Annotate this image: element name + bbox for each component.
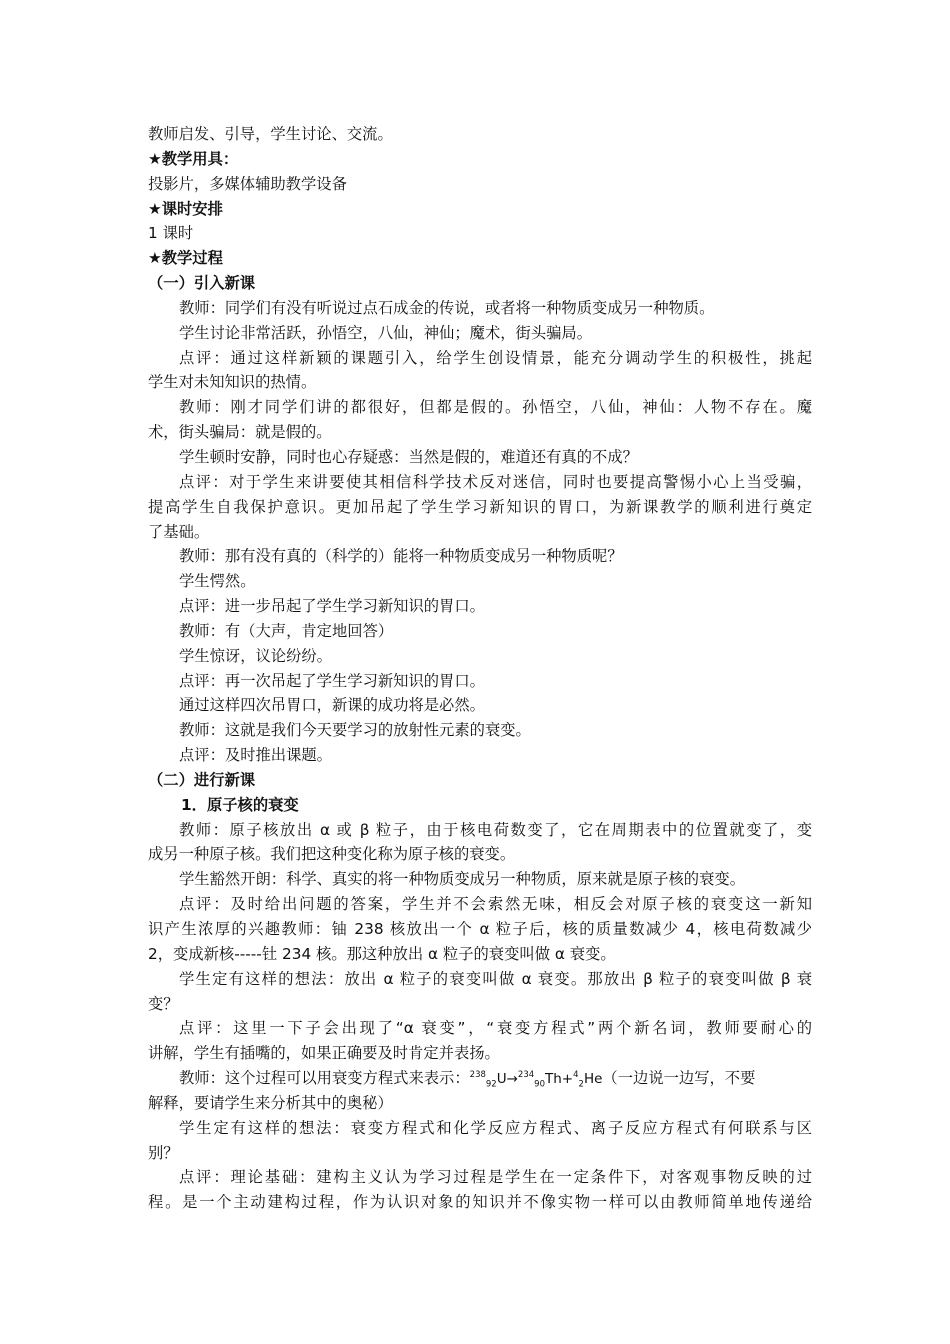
plus-sign: + xyxy=(561,1071,574,1088)
text-line: 点评：及时给出问题的答案，学生并不会索然无味，相反会对原子核的衰变这一新知 xyxy=(179,895,812,914)
text-line: 变？ xyxy=(148,994,179,1013)
text-line: 解释，要请学生来分析其中的奥秘） xyxy=(148,1093,393,1112)
text-line: 识产生浓厚的兴趣教师：铀 238 核放出一个 α 粒子后，核的质量数减少 4，核电荷数减少 xyxy=(148,920,812,938)
text-line: 讲解，学生有插嘴的，如果正确要及时肯定并表扬。 xyxy=(148,1044,500,1063)
document-page xyxy=(148,122,812,1215)
text-line: 学生豁然开朗：科学、真实的将一种物质变成另一种物质，原来就是原子核的衰变。 xyxy=(179,870,745,889)
mass-number: 238 xyxy=(469,1069,486,1080)
text-line: 点评：进一步吊起了学生学习新知识的胃口。 xyxy=(179,597,485,616)
text-segment: 教师：这个过程可以用衰变方程式来表示： xyxy=(179,1069,470,1088)
element-symbol: Th xyxy=(544,1071,562,1088)
text-line: 术，街头骗局：就是假的。 xyxy=(148,423,332,442)
text-line: 提高学生自我保护意识。更加吊起了学生学习新知识的胃口，为新课教学的顺利进行奠定 xyxy=(148,497,812,516)
text-line: 点评：及时推出课题。 xyxy=(179,746,332,765)
subsection-heading: （一）引入新课 xyxy=(148,274,256,293)
atomic-number: 92 xyxy=(485,1079,497,1090)
section-heading: ★教学过程 xyxy=(148,249,223,268)
element-symbol: He xyxy=(583,1071,603,1088)
text-line: 通过这样四次吊胃口，新课的成功将是必然。 xyxy=(179,696,485,715)
text-line: 教师：那有没有真的（科学的）能将一种物质变成另一种物质呢？ xyxy=(179,547,623,566)
text-line: 点评：理论基础：建构主义认为学习过程是学生在一定条件下，对客观事物反映的过 xyxy=(179,1168,812,1187)
text-line: 投影片，多媒体辅助教学设备 xyxy=(148,174,347,193)
text-line: 学生定有这样的想法：衰变方程式和化学反应方程式、离子反应方程式有何联系与区 xyxy=(179,1118,812,1137)
text-line: 点评：再一次吊起了学生学习新知识的胃口。 xyxy=(179,671,485,690)
section-heading: ★课时安排 xyxy=(148,199,223,218)
text-line: 学生愕然。 xyxy=(179,572,256,591)
text-segment: （一边说一边写，不要 xyxy=(602,1069,756,1088)
text-line: 2，变成新核-----钍 234 核。那这种放出 α 粒子的衰变叫做 α 衰变。 xyxy=(148,944,616,963)
atomic-number: 2 xyxy=(578,1079,584,1090)
text-line: 程。是一个主动建构过程，作为认识对象的知识并不像实物一样可以由教师简单地传递给 xyxy=(148,1193,812,1212)
text-line: 别？ xyxy=(148,1143,179,1162)
subsection-heading: 1．原子核的衰变 xyxy=(181,795,299,814)
text-line: 学生惊讶，议论纷纷。 xyxy=(179,646,332,665)
mass-number: 234 xyxy=(517,1069,535,1080)
text-line: 点评：通过这样新颖的课题引入，给学生创设情景，能充分调动学生的积极性，挑起 xyxy=(179,348,812,367)
arrow: → xyxy=(506,1071,518,1088)
text-line: 教师：有（大声，肯定地回答） xyxy=(179,621,394,640)
element-symbol: U xyxy=(496,1071,507,1088)
text-line: 教师：这就是我们今天要学习的放射性元素的衰变。 xyxy=(179,721,531,740)
text-line: 了基础。 xyxy=(148,522,210,541)
text-line: 学生讨论非常活跃，孙悟空，八仙，神仙；魔术，街头骗局。 xyxy=(179,323,593,342)
text-line: 教师：同学们有没有听说过点石成金的传说，或者将一种物质变成另一种物质。 xyxy=(179,298,715,317)
text-line: 点评：对于学生来讲要使其相信科学技术反对迷信，同时也要提高警惕小心上当受骗， xyxy=(179,472,812,491)
text-line: 1 课时 xyxy=(148,224,194,243)
text-line: 教师启发、引导，学生讨论、交流。 xyxy=(148,125,393,143)
text-line: 学生顿时安静，同时也心存疑惑：当然是假的，难道还有真的不成？ xyxy=(179,447,638,466)
text-line: 学生对未知知识的热情。 xyxy=(148,373,317,392)
atomic-number: 90 xyxy=(534,1079,545,1090)
subsection-heading: （二）进行新课 xyxy=(148,770,256,789)
mass-number: 4 xyxy=(573,1069,579,1080)
text-line: 点评：这里一下子会出现了“α 衰变”，“衰变方程式”两个新名词，教师要耐心的 xyxy=(179,1019,812,1038)
text-line: 教师：原子核放出 α 或 β 粒子，由于核电荷数变了，它在周期表中的位置就变了，变 xyxy=(179,820,812,839)
equation-line xyxy=(148,1066,812,1091)
section-heading: ★教学用具： xyxy=(148,149,239,168)
text-line: 教师：刚才同学们讲的都很好，但都是假的。孙悟空，八仙，神仙：人物不存在。魔 xyxy=(179,398,812,417)
text-line: 成另一种原子核。我们把这种变化称为原子核的衰变。 xyxy=(148,845,516,864)
text-line: 学生定有这样的想法：放出 α 粒子的衰变叫做 α 衰变。那放出 β 粒子的衰变叫做 β 衰 xyxy=(179,969,812,988)
decay-equation xyxy=(469,1069,603,1090)
